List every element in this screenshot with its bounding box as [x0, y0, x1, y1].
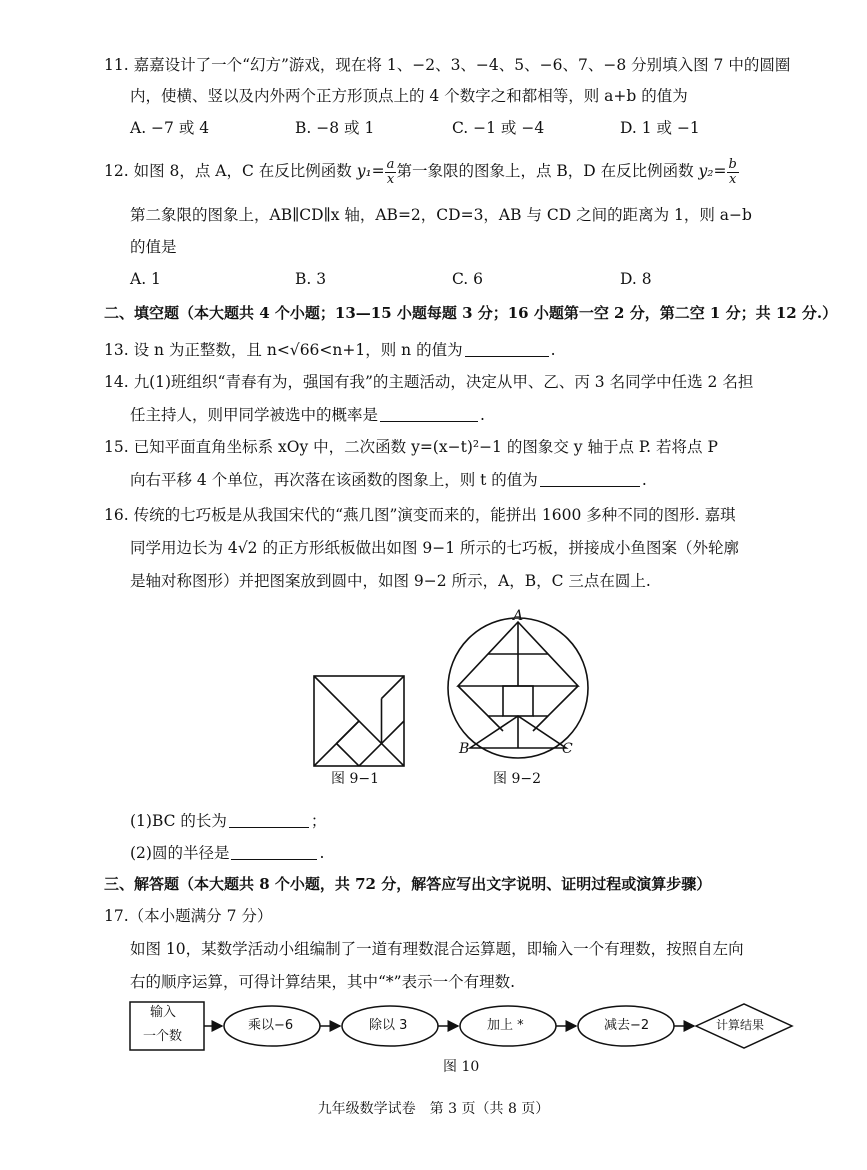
q12-option-a: A. 1	[130, 270, 161, 288]
q13-text: 13. 设 n 为正整数，且 n<√66<n+1，则 n 的值为	[104, 341, 463, 359]
fish-tail-right	[533, 716, 548, 731]
fish-left-wing	[458, 686, 503, 716]
q15-line1: 15. 已知平面直角坐标系 xOy 中，二次函数 y=(x−t)²−1 的图象交 y 轴于点 P. 若将点 P	[104, 438, 718, 456]
q16-sub2	[130, 845, 324, 862]
fish-center-square	[503, 686, 533, 716]
operation-flowchart	[128, 998, 798, 1058]
page-footer: 九年级数学试卷 第 3 页（共 8 页）	[317, 1101, 550, 1117]
q12-y2: y₂=	[698, 162, 727, 181]
q13-line	[104, 342, 556, 359]
q12-frac1-den: x	[386, 171, 395, 187]
q11-option-b: B. −8 或 1	[295, 119, 375, 137]
q16-sub2-text: (2)圆的半径是	[130, 844, 230, 862]
flow-step2-label: 除以 3	[369, 1018, 408, 1033]
fish-right-wing	[533, 686, 578, 716]
q15-text: 向右平移 4 个单位，再次落在该函数的图象上，则 t 的值为	[130, 471, 538, 489]
q12-prefix: 12. 如图 8，点 A，C 在反比例函数	[104, 162, 357, 181]
q15-answer-blank[interactable]	[540, 472, 640, 487]
q11-line1: 11. 嘉嘉设计了一个“幻方”游戏，现在将 1、−2、3、−4、5、−6、7、−8 分别填入图 7 中的圆圈	[104, 56, 791, 74]
fig9-1-caption: 图 9−1	[331, 771, 379, 787]
q12-line3: 的值是	[130, 238, 177, 256]
q13-period: .	[550, 341, 556, 359]
q17-title: 17.（本小题满分 7 分）	[104, 907, 273, 925]
flow-step1-label: 乘以−6	[248, 1018, 294, 1033]
q12-fraction-a-over-x	[385, 158, 397, 186]
flow-output-label: 计算结果	[716, 1018, 765, 1032]
tangram-para-edge	[337, 721, 360, 744]
q12-mid: 第一象限的图象上，点 B，D 在反比例函数	[396, 162, 699, 181]
fig9-2-caption: 图 9−2	[493, 771, 541, 787]
q16-line3: 是轴对称图形）并把图案放到圆中，如图 9−2 所示，A，B，C 三点在圆上.	[130, 572, 651, 590]
q16-sub2-answer-blank[interactable]	[231, 845, 317, 860]
q16-sub1-answer-blank[interactable]	[229, 813, 309, 828]
q14-line1: 14. 九(1)班组织“青春有为，强国有我”的主题活动，决定从甲、乙、丙 3 名同学中任选 2 名担	[104, 373, 754, 391]
q14-period: .	[480, 406, 485, 424]
q12-line2: 第二象限的图象上，AB∥CD∥x 轴，AB=2，CD=3，AB 与 CD 之间的距离为 1，则 a−b	[130, 206, 752, 224]
q15-line2	[130, 472, 647, 489]
section2-heading: 二、填空题（本大题共 4 个小题；13—15 小题每题 3 分；16 小题第一空 2 分，第二空 1 分；共 12 分.）	[104, 304, 838, 322]
q17-line1: 如图 10，某数学活动小组编制了一道有理数混合运算题，即输入一个有理数，按照自左向	[130, 940, 744, 958]
q17-line2: 右的顺序运算，可得计算结果，其中“*”表示一个有理数.	[130, 973, 516, 991]
q12-option-c: C. 6	[452, 270, 484, 288]
q16-line2: 同学用边长为 4√2 的正方形纸板做出如图 9−1 所示的七巧板，拼接成小鱼图案（外轮廓	[130, 539, 740, 557]
q11-line2: 内，使横、竖以及内外两个正方形顶点上的 4 个数字之和都相等，则 a+b 的值为	[130, 87, 688, 105]
q16-line1: 16. 传统的七巧板是从我国宋代的“燕几图”演变而来的，能拼出 1600 多种不同的图形. 嘉琪	[104, 506, 736, 524]
q16-sub1-text: (1)BC 的长为	[130, 812, 227, 830]
flow-step4-label: 减去−2	[604, 1018, 650, 1033]
flow-input-label-1: 输入	[150, 1005, 177, 1020]
flow-step3-label: 加上 *	[487, 1018, 524, 1033]
tangram-square-figure	[312, 674, 406, 768]
point-b-label: B	[459, 741, 470, 757]
q12-option-b: B. 3	[295, 270, 327, 288]
q13-answer-blank[interactable]	[465, 342, 549, 357]
q14-answer-blank[interactable]	[380, 407, 478, 422]
q14-text: 任主持人，则甲同学被选中的概率是	[130, 406, 379, 424]
q16-sub1-punct: ；	[310, 812, 327, 830]
point-a-label: A	[513, 608, 524, 624]
q12-frac2-den: x	[729, 171, 737, 187]
q11-option-c: C. −1 或 −4	[452, 119, 545, 137]
q15-period: .	[641, 471, 647, 489]
q11-option-a: A. −7 或 4	[130, 119, 210, 137]
q12-fraction-b-over-x	[727, 158, 739, 186]
q12-frac2-num: b	[728, 157, 737, 172]
q16-sub2-punct: .	[319, 844, 325, 862]
flow-input-label-2: 一个数	[143, 1029, 183, 1044]
q11-option-d: D. 1 或 −1	[620, 119, 700, 137]
q12-option-d: D. 8	[620, 270, 652, 288]
tangram-para-edge-2	[337, 744, 360, 767]
point-c-label: C	[562, 741, 573, 757]
fish-tail-left	[488, 716, 503, 731]
q14-line2	[130, 407, 485, 424]
tangram-upper-cut	[382, 676, 405, 699]
q12-frac1-num: a	[386, 157, 395, 172]
fig10-caption: 图 10	[443, 1059, 480, 1075]
section3-heading: 三、解答题（本大题共 8 个小题，共 72 分，解答应写出文字说明、证明过程或演算步骤）	[104, 875, 712, 893]
q16-sub1	[130, 813, 326, 830]
q12-line1	[104, 158, 739, 186]
q12-y1: y₁=	[356, 162, 385, 181]
